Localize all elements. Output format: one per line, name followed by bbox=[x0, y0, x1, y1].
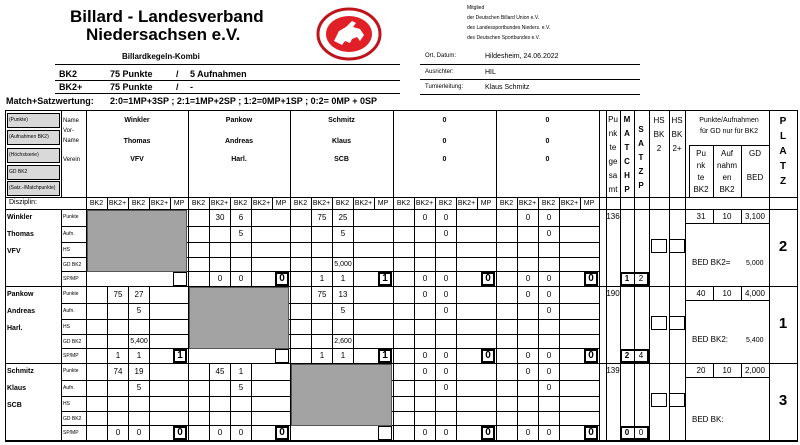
member-line-1: der Deutschen Billard Union e.V. bbox=[467, 15, 540, 21]
punkte-head-4: sa bbox=[608, 171, 618, 180]
mode-0-name: BK2 bbox=[59, 69, 78, 79]
cell-2-0-mp2: 0 bbox=[136, 428, 142, 437]
cell-0-4-sp: 0 bbox=[525, 274, 531, 283]
self-block-2 bbox=[291, 364, 392, 426]
cell-1-3-p1: 0 bbox=[422, 290, 428, 299]
pu-head-1: nk bbox=[696, 161, 706, 170]
cell-1-4-p1: 0 bbox=[525, 290, 531, 299]
cell-0-3-mp2: 0 bbox=[443, 274, 449, 283]
cell-0-2-mp2: 1 bbox=[340, 274, 346, 283]
mode-1-points: 75 Punkte bbox=[110, 82, 153, 92]
row-2-first: Klaus bbox=[7, 385, 27, 392]
cell-0-1-mp2: 0 bbox=[238, 274, 244, 283]
player-label-1: Vor- bbox=[63, 128, 75, 134]
subcol-4-4: MP bbox=[583, 200, 595, 207]
row-2-platz: 3 bbox=[778, 392, 788, 409]
row-2-bed-label: BED BK: bbox=[692, 415, 724, 424]
scoring-label: Match+Satzwertung: bbox=[6, 96, 94, 106]
subcol-3-1: BK2+ bbox=[415, 200, 434, 207]
cell-1-4-p2: 0 bbox=[546, 290, 552, 299]
row-1-first: Andreas bbox=[7, 308, 36, 315]
legend-label-0: (Punkte) bbox=[9, 117, 28, 123]
cell-0-4-mp2: 0 bbox=[546, 274, 552, 283]
cell-1-4-aufn: 0 bbox=[546, 306, 552, 315]
cell-1-4-sp: 0 bbox=[525, 351, 531, 360]
subcol-2-4: MP bbox=[377, 200, 389, 207]
row-2-label-1: Aufn. bbox=[63, 385, 75, 391]
col-player-name-1: Pankow bbox=[225, 117, 253, 124]
col-player-club-4: 0 bbox=[545, 156, 550, 163]
cell-1-0-mp2: 1 bbox=[136, 351, 142, 360]
row-0-bed-label: BED BK2= bbox=[692, 258, 731, 267]
row-1-pu: 40 bbox=[696, 289, 706, 298]
cell-0-3-p2: 0 bbox=[443, 213, 449, 222]
subcol-1-3: BK2+ bbox=[252, 200, 271, 207]
disziplin-label: Disziplin: bbox=[9, 199, 38, 206]
auf-head-2: en bbox=[722, 173, 732, 182]
subcol-0-0: BK2 bbox=[89, 200, 104, 207]
subcol-4-2: BK2 bbox=[541, 200, 556, 207]
col-player-first-3: 0 bbox=[442, 138, 447, 145]
info-label-2: Turnierleitung: bbox=[425, 84, 464, 90]
title-line-1: Billard - Landesverband bbox=[70, 7, 264, 26]
cell-1-0-mp: 1 bbox=[177, 350, 183, 361]
hs2-head-2: 2+ bbox=[672, 144, 682, 153]
match-head-0: M bbox=[623, 115, 631, 124]
row-1-club: Harl. bbox=[7, 325, 23, 332]
subcol-3-4: MP bbox=[480, 200, 492, 207]
hs1-head-1: BK bbox=[653, 130, 665, 139]
cell-2-4-mp2: 0 bbox=[546, 428, 552, 437]
row-1-hs2-box bbox=[669, 316, 685, 330]
mode-1-sep: / bbox=[176, 82, 179, 92]
cell-2-4-mp: 0 bbox=[588, 427, 594, 438]
punkte-head-2: te bbox=[609, 143, 617, 152]
row-1-name: Pankow bbox=[7, 291, 34, 298]
player-label-2: Name bbox=[63, 138, 80, 144]
cell-0-3-sp: 0 bbox=[422, 274, 428, 283]
cell-1-2-mp: 1 bbox=[382, 350, 388, 361]
subcol-3-2: BK2 bbox=[438, 200, 453, 207]
satz-head-4: P bbox=[638, 181, 644, 190]
row-2-name: Schmitz bbox=[7, 368, 34, 375]
row-0-gd: 3,100 bbox=[744, 212, 766, 221]
row-2-pu: 20 bbox=[696, 366, 706, 375]
row-2-club: SCB bbox=[7, 402, 22, 409]
row-0-matchp: 1 bbox=[624, 274, 630, 283]
row-1-label-2: HS bbox=[63, 324, 70, 330]
row-2-label-4: SP/MP bbox=[63, 430, 79, 436]
cell-1-3-mp2: 0 bbox=[443, 351, 449, 360]
col-player-first-1: Andreas bbox=[224, 138, 254, 145]
subcol-3-0: BK2 bbox=[396, 200, 411, 207]
row-0-label-2: HS bbox=[63, 247, 70, 253]
cell-0-2-aufn: 5 bbox=[340, 229, 346, 238]
row-2-gesamt: 139 bbox=[606, 366, 620, 375]
cell-2-3-mp: 0 bbox=[485, 427, 491, 438]
row-1-hs1-box bbox=[651, 316, 667, 330]
self-block-1 bbox=[189, 287, 289, 349]
satz-head-1: A bbox=[638, 139, 644, 148]
member-line-2: des Landessportbundes Nieders. e.V. bbox=[467, 25, 551, 31]
row-0-first: Thomas bbox=[7, 231, 34, 238]
cell-0-1-aufn: 5 bbox=[238, 229, 244, 238]
match-head-3: C bbox=[624, 157, 630, 166]
match-head-4: H bbox=[624, 171, 630, 180]
row-1-label-0: Punkte bbox=[63, 291, 79, 297]
cell-2-1-p2: 1 bbox=[238, 367, 244, 376]
subcol-0-2: BK2 bbox=[131, 200, 146, 207]
self-block-0 bbox=[87, 210, 187, 272]
player-label-0: Name bbox=[63, 118, 80, 124]
self-mp-box-2 bbox=[378, 426, 392, 440]
cell-1-3-mp: 0 bbox=[485, 350, 491, 361]
cell-2-4-p1: 0 bbox=[525, 367, 531, 376]
subcol-1-4: MP bbox=[275, 200, 287, 207]
cell-0-2-sp: 1 bbox=[319, 274, 325, 283]
row-1-bed-label: BED BK2: bbox=[692, 335, 729, 344]
subcol-4-1: BK2+ bbox=[518, 200, 537, 207]
cell-0-4-p1: 0 bbox=[525, 213, 531, 222]
info-value-0: Hildesheim, 24.06.2022 bbox=[485, 53, 559, 60]
cell-2-0-aufn: 5 bbox=[136, 383, 142, 392]
row-1-label-1: Aufn. bbox=[63, 308, 75, 314]
col-player-first-0: Thomas bbox=[123, 138, 151, 145]
punkte-head-1: nk bbox=[608, 129, 618, 138]
self-mp-box-1 bbox=[275, 349, 289, 363]
subcol-4-3: BK2+ bbox=[560, 200, 579, 207]
row-0-satzp: 2 bbox=[638, 274, 644, 283]
platz-head-2: A bbox=[779, 146, 787, 157]
cell-2-0-p2: 19 bbox=[134, 367, 144, 376]
cell-0-4-aufn: 0 bbox=[546, 229, 552, 238]
scoring-text: 2:0=1MP+3SP ; 2:1=1MP+2SP ; 1:2=0MP+1SP ; 0:2= 0MP + 0SP bbox=[110, 96, 377, 106]
punkte-head-0: Pu bbox=[608, 115, 618, 124]
mode-1-name: BK2+ bbox=[59, 82, 83, 92]
cell-1-2-sp: 1 bbox=[319, 351, 325, 360]
row-0-club: VFV bbox=[7, 248, 21, 255]
member-line-3: des Deutschen Sportbundes e.V. bbox=[467, 35, 540, 41]
pu-head-3: BK2 bbox=[693, 185, 709, 194]
legend-label-4: (Satz.-/Matchpunkte) bbox=[9, 185, 56, 191]
row-1-matchp: 2 bbox=[624, 351, 630, 360]
cell-2-0-p1: 74 bbox=[113, 367, 123, 376]
row-2-auf: 10 bbox=[722, 366, 732, 375]
cell-1-0-p1: 75 bbox=[113, 290, 123, 299]
punkte-head-3: ge bbox=[608, 157, 618, 166]
legend-label-3: GD BK2 bbox=[9, 169, 28, 175]
row-0-auf: 10 bbox=[722, 212, 732, 221]
cell-2-1-aufn: 5 bbox=[238, 383, 244, 392]
info-label-0: Ort, Datum: bbox=[425, 53, 457, 59]
cell-0-1-p1: 30 bbox=[215, 213, 225, 222]
row-0-hs1-box bbox=[651, 239, 667, 253]
cell-1-3-p2: 0 bbox=[443, 290, 449, 299]
col-player-name-3: 0 bbox=[442, 117, 447, 124]
cell-0-2-gd: 5,000 bbox=[334, 261, 352, 268]
col-player-club-3: 0 bbox=[442, 156, 447, 163]
hs1-head-2: 2 bbox=[656, 144, 662, 153]
gd-head-2: BED bbox=[746, 173, 764, 182]
self-mp-box-0 bbox=[173, 272, 187, 286]
subcol-2-2: BK2 bbox=[335, 200, 350, 207]
row-0-label-4: SP/MP bbox=[63, 276, 79, 282]
gd-title-1: für GD nur für BK2 bbox=[700, 128, 758, 135]
row-0-label-3: GD BK2 bbox=[63, 262, 82, 268]
cell-1-0-gd: 5,400 bbox=[130, 338, 148, 345]
auf-head-0: Auf bbox=[720, 149, 734, 158]
cell-0-4-mp: 0 bbox=[588, 273, 594, 284]
col-player-name-0: Winkler bbox=[124, 117, 150, 124]
cell-2-3-aufn: 0 bbox=[443, 383, 449, 392]
subcol-0-4: MP bbox=[173, 200, 185, 207]
title-line-2: Niedersachsen e.V. bbox=[86, 25, 241, 44]
col-player-first-2: Klaus bbox=[331, 138, 352, 145]
cell-2-1-p1: 45 bbox=[215, 367, 225, 376]
row-0-label-1: Aufn. bbox=[63, 231, 75, 237]
info-value-1: HIL bbox=[485, 69, 496, 76]
subcol-0-3: BK2+ bbox=[150, 200, 169, 207]
row-0-bed: 5,000 bbox=[746, 260, 764, 267]
subcol-2-3: BK2+ bbox=[354, 200, 373, 207]
platz-head-3: T bbox=[779, 161, 787, 172]
cell-0-3-mp: 0 bbox=[485, 273, 491, 284]
row-1-label-3: GD BK2 bbox=[63, 339, 82, 345]
cell-1-3-sp: 0 bbox=[422, 351, 428, 360]
subcol-1-2: BK2 bbox=[233, 200, 248, 207]
cell-1-2-aufn: 5 bbox=[340, 306, 346, 315]
cell-2-4-p2: 0 bbox=[546, 367, 552, 376]
pu-head-0: Pu bbox=[696, 149, 706, 158]
association-logo bbox=[312, 7, 386, 61]
row-2-hs1-box bbox=[651, 393, 667, 407]
cell-2-4-sp: 0 bbox=[525, 428, 531, 437]
row-0-hs2-box bbox=[669, 239, 685, 253]
cell-1-2-mp2: 1 bbox=[340, 351, 346, 360]
cell-0-2-mp: 1 bbox=[382, 273, 388, 284]
cell-1-0-aufn: 5 bbox=[136, 306, 142, 315]
cell-0-2-p1: 75 bbox=[317, 213, 327, 222]
row-2-label-2: HS bbox=[63, 401, 70, 407]
row-2-satzp: 0 bbox=[638, 428, 644, 437]
row-1-gesamt: 190 bbox=[606, 289, 620, 298]
subcol-1-1: BK2+ bbox=[210, 200, 229, 207]
player-label-3: Verein bbox=[63, 157, 81, 163]
cell-1-2-gd: 2,600 bbox=[334, 338, 352, 345]
info-value-2: Klaus Schmitz bbox=[485, 84, 530, 91]
cell-0-2-p2: 25 bbox=[338, 213, 348, 222]
auf-head-1: nahm bbox=[716, 161, 738, 170]
cell-1-0-p2: 27 bbox=[134, 290, 144, 299]
col-player-club-1: Harl. bbox=[231, 156, 247, 163]
row-2-gd: 2,000 bbox=[744, 366, 766, 375]
subcol-4-0: BK2 bbox=[499, 200, 514, 207]
subcol-2-0: BK2 bbox=[293, 200, 308, 207]
platz-head-4: Z bbox=[779, 176, 787, 187]
cell-2-1-mp2: 0 bbox=[238, 428, 244, 437]
platz-head-0: P bbox=[779, 116, 787, 127]
mode-0-points: 75 Punkte bbox=[110, 69, 153, 79]
legend-label-1: (Aufnahmen BK2) bbox=[9, 134, 49, 140]
cell-2-4-aufn: 0 bbox=[546, 383, 552, 392]
match-head-1: A bbox=[624, 129, 630, 138]
row-1-label-4: SP/MP bbox=[63, 353, 79, 359]
row-1-gd: 4,000 bbox=[744, 289, 766, 298]
punkte-head-5: mt bbox=[608, 185, 618, 194]
mode-0-sep: / bbox=[176, 69, 179, 79]
match-head-2: T bbox=[624, 143, 630, 152]
row-2-label-3: GD BK2 bbox=[63, 416, 82, 422]
row-0-pu: 31 bbox=[696, 212, 706, 221]
cell-0-1-sp: 0 bbox=[217, 274, 223, 283]
member-line-0: Mitglied bbox=[467, 5, 485, 11]
cell-1-3-aufn: 0 bbox=[443, 306, 449, 315]
subcol-3-3: BK2+ bbox=[457, 200, 476, 207]
col-player-club-2: SCB bbox=[334, 156, 349, 163]
legend-label-2: (Höchstserie) bbox=[9, 152, 39, 158]
row-2-matchp: 0 bbox=[624, 428, 630, 437]
platz-head-1: L bbox=[779, 131, 787, 142]
row-0-gesamt: 136 bbox=[606, 212, 620, 221]
cell-1-0-sp: 1 bbox=[115, 351, 121, 360]
cell-0-3-p1: 0 bbox=[422, 213, 428, 222]
auf-head-3: BK2 bbox=[719, 185, 735, 194]
hs2-head-1: BK bbox=[671, 130, 683, 139]
mode-1-extra: - bbox=[190, 82, 193, 92]
col-player-name-4: 0 bbox=[545, 117, 550, 124]
col-player-first-4: 0 bbox=[545, 138, 550, 145]
satz-head-0: S bbox=[638, 125, 644, 134]
cell-2-1-sp: 0 bbox=[217, 428, 223, 437]
cell-2-3-p1: 0 bbox=[422, 367, 428, 376]
cell-0-4-p2: 0 bbox=[546, 213, 552, 222]
cell-0-1-p2: 6 bbox=[238, 213, 244, 222]
hs1-head-0: HS bbox=[653, 116, 665, 125]
row-1-auf: 10 bbox=[722, 289, 732, 298]
cell-2-0-mp: 0 bbox=[177, 427, 183, 438]
subcol-2-1: BK2+ bbox=[312, 200, 331, 207]
row-0-platz: 2 bbox=[778, 238, 788, 255]
subcol-1-0: BK2 bbox=[191, 200, 206, 207]
row-0-label-0: Punkte bbox=[63, 214, 79, 220]
cell-1-4-mp2: 0 bbox=[546, 351, 552, 360]
row-2-label-0: Punkte bbox=[63, 368, 79, 374]
row-1-platz: 1 bbox=[778, 315, 788, 332]
row-2-hs2-box bbox=[669, 393, 685, 407]
row-0-name: Winkler bbox=[7, 214, 33, 221]
cell-1-2-p2: 13 bbox=[338, 290, 348, 299]
cell-2-0-sp: 0 bbox=[115, 428, 121, 437]
satz-head-3: Z bbox=[638, 167, 644, 176]
info-label-1: Ausrichter: bbox=[425, 69, 454, 75]
pu-head-2: te bbox=[697, 173, 705, 182]
cell-2-3-mp2: 0 bbox=[443, 428, 449, 437]
cell-1-4-mp: 0 bbox=[588, 350, 594, 361]
cell-0-3-aufn: 0 bbox=[443, 229, 449, 238]
cell-0-1-mp: 0 bbox=[279, 273, 285, 284]
subcol-0-1: BK2+ bbox=[108, 200, 127, 207]
hs2-head-0: HS bbox=[671, 116, 683, 125]
row-1-satzp: 4 bbox=[638, 351, 644, 360]
cell-2-3-p2: 0 bbox=[443, 367, 449, 376]
cell-2-1-mp: 0 bbox=[279, 427, 285, 438]
match-head-5: P bbox=[624, 185, 630, 194]
col-player-name-2: Schmitz bbox=[328, 117, 355, 124]
gd-head-0: GD bbox=[749, 149, 761, 158]
cell-1-2-p1: 75 bbox=[317, 290, 327, 299]
subtitle: Billardkegeln-Kombi bbox=[122, 52, 200, 61]
row-1-bed: 5,400 bbox=[746, 337, 764, 344]
col-player-club-0: VFV bbox=[130, 156, 144, 163]
cell-2-3-sp: 0 bbox=[422, 428, 428, 437]
gd-title-0: Punkte/Aufnahmen bbox=[699, 117, 759, 124]
mode-0-extra: 5 Aufnahmen bbox=[190, 69, 247, 79]
satz-head-2: T bbox=[638, 153, 644, 162]
